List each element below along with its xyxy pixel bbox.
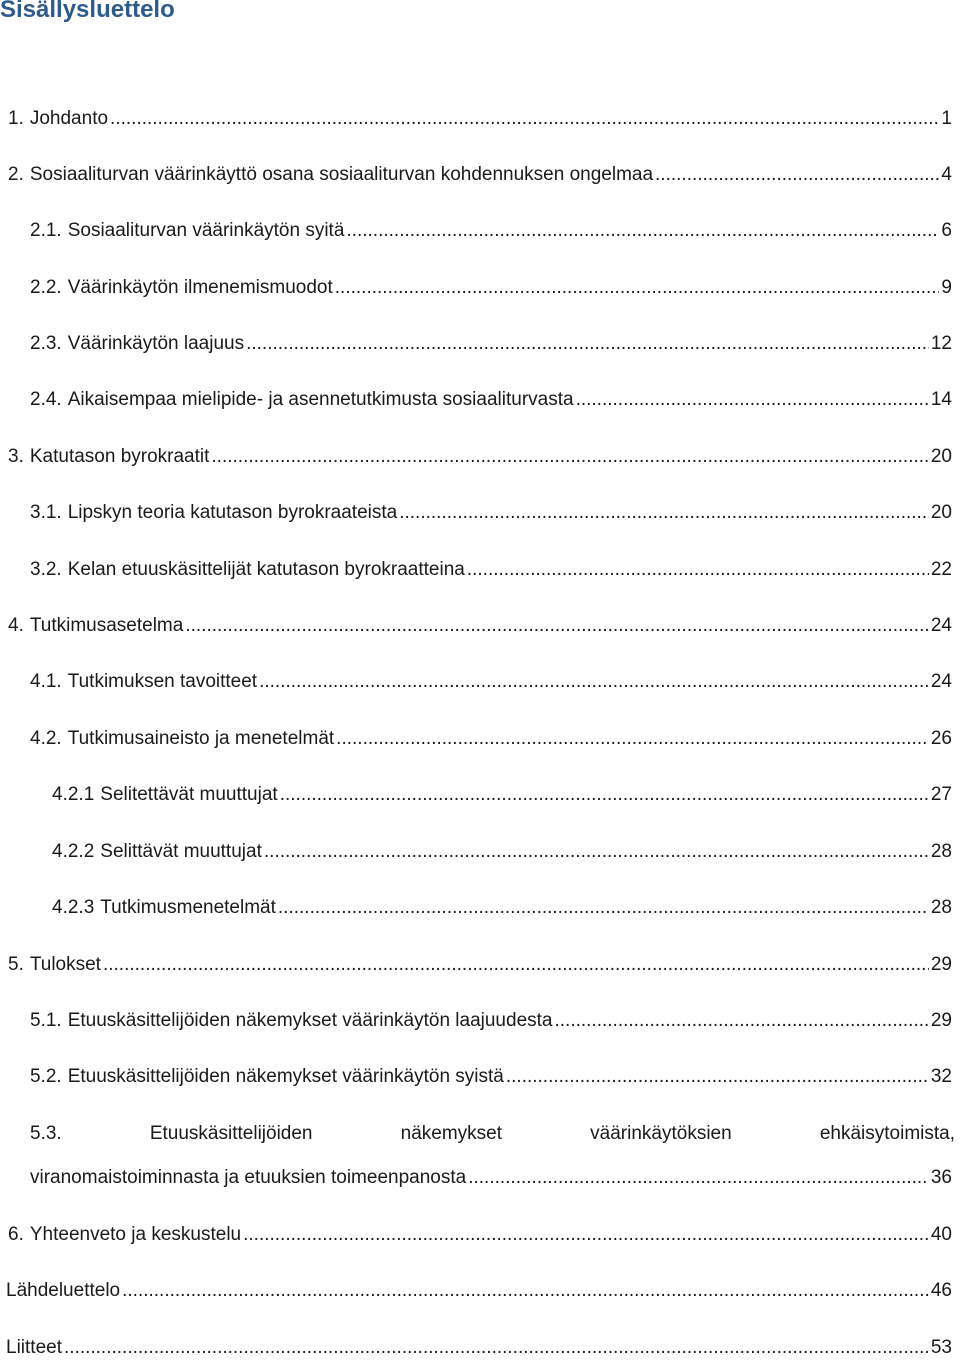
- toc-entry-number: 3.2.: [30, 559, 62, 580]
- page-title: Sisällysluettelo: [0, 0, 175, 23]
- toc-entry-title: Etuuskäsittelijöiden näkemykset väärinkäytön laajuudesta: [67, 1010, 553, 1031]
- toc-entry-number: 5.2.: [30, 1066, 62, 1087]
- toc-entry-number: 4.2.: [30, 728, 62, 749]
- toc-entry-katutason-byrokraatit[interactable]: [8, 445, 952, 469]
- toc-entry-lipskyn-teoria[interactable]: [30, 501, 952, 525]
- toc-entry-title: Liitteet: [6, 1337, 62, 1358]
- dot-leader: [467, 558, 929, 582]
- dot-leader: [103, 953, 929, 977]
- toc-entry-number: 3.1.: [30, 502, 62, 523]
- toc-entry-selittavat[interactable]: [52, 840, 952, 864]
- toc-entry-nakemykset-laajuudesta[interactable]: [30, 1009, 952, 1033]
- toc-entry-page: 29: [930, 1010, 952, 1031]
- toc-entry-page: 22: [930, 559, 952, 580]
- toc-entry-number: 6.: [8, 1224, 24, 1245]
- dot-leader: [243, 1223, 929, 1247]
- toc-entry-page: 29: [930, 954, 952, 975]
- toc-entry-tavoitteet[interactable]: [30, 670, 952, 694]
- toc-entry-page: 27: [930, 784, 952, 805]
- toc-entry-yhteenveto[interactable]: [8, 1223, 952, 1247]
- toc-entry-johdanto[interactable]: [8, 107, 952, 131]
- toc-entry-number: 4.2.3: [52, 897, 95, 918]
- dot-leader: [278, 896, 929, 920]
- dot-leader: [336, 727, 929, 751]
- toc-entry-number: 2.: [8, 164, 24, 185]
- toc-entry-page: 4: [941, 164, 952, 185]
- toc-entry-number: 4.2.1: [52, 784, 95, 805]
- toc-entry-title: Katutason byrokraatit: [29, 446, 210, 467]
- toc-entry-selitettavat[interactable]: [52, 783, 952, 807]
- toc-entry-title: Lähdeluettelo: [6, 1280, 121, 1301]
- toc-entry-page: 9: [941, 277, 952, 298]
- toc-entry-vaarinkayton-syita[interactable]: [30, 219, 952, 243]
- dot-leader: [246, 332, 929, 356]
- toc-entry-word: väärinkäytöksien: [590, 1123, 732, 1144]
- toc-entry-page: 24: [930, 615, 952, 636]
- toc-entry-title: Sosiaaliturvan väärinkäyttö osana sosiaaliturvan kohdennuksen ongelmaa: [29, 164, 654, 185]
- toc-entry-asennetutkimus[interactable]: [30, 388, 952, 412]
- dot-leader: [264, 840, 929, 864]
- toc-entry-lahdeluettelo[interactable]: [6, 1279, 952, 1303]
- toc-entry-title: Tutkimusaineisto ja menetelmät: [67, 728, 335, 749]
- dot-leader: [399, 501, 929, 525]
- toc-entry-page: 12: [930, 333, 952, 354]
- toc-entry-tutkimusasetelma[interactable]: [8, 614, 952, 638]
- dot-leader: [576, 388, 929, 412]
- toc-entry-title: Aikaisempaa mielipide- ja asennetutkimusta sosiaaliturvasta: [67, 389, 574, 410]
- toc-entry-kelan-etuuskasittelijat[interactable]: [30, 558, 952, 582]
- toc-entry-title: Etuuskäsittelijöiden näkemykset väärinkäytön syistä: [67, 1066, 504, 1087]
- toc-entry-number: 5.3.: [30, 1123, 62, 1144]
- toc-entry-laajuus[interactable]: [30, 332, 952, 356]
- toc-entry-liitteet[interactable]: [6, 1336, 952, 1360]
- dot-leader: [335, 276, 940, 300]
- toc-entry-page: 28: [930, 841, 952, 862]
- toc-entry-number: 5.: [8, 954, 24, 975]
- toc-entry-tutkimusmenetelmat[interactable]: [52, 896, 952, 920]
- toc-entry-page: 28: [930, 897, 952, 918]
- dot-leader: [346, 219, 939, 243]
- toc-entry-number: 4.2.2: [52, 841, 95, 862]
- toc-entry-number: 1.: [8, 108, 24, 129]
- toc-entry-number: 2.4.: [30, 389, 62, 410]
- toc-entry-title: Väärinkäytön ilmenemismuodot: [67, 277, 333, 298]
- toc-entry-ehkaisytoimista-line2[interactable]: [30, 1166, 952, 1190]
- toc-entry-tulokset[interactable]: [8, 953, 952, 977]
- dot-leader: [280, 783, 929, 807]
- dot-leader: [468, 1166, 929, 1190]
- toc-entry-ilmenemismuodot[interactable]: [30, 276, 952, 300]
- toc-entry-word: ehkäisytoimista,: [819, 1123, 955, 1144]
- toc-entry-ehkaisytoimista-line1[interactable]: [30, 1122, 955, 1146]
- toc-entry-page: 24: [930, 671, 952, 692]
- toc-entry-number: 2.1.: [30, 220, 62, 241]
- toc-entry-number: 2.3.: [30, 333, 62, 354]
- toc-entry-page: 20: [930, 446, 952, 467]
- toc-entry-page: 6: [941, 220, 952, 241]
- toc-entry-page: 26: [930, 728, 952, 749]
- toc-entry-page: 36: [930, 1167, 952, 1188]
- dot-leader: [110, 107, 939, 131]
- dot-leader: [185, 614, 929, 638]
- toc-entry-sosiaaliturvan-vaarinkaytto[interactable]: [8, 163, 952, 187]
- toc-entry-title: Selitettävät muuttujat: [100, 784, 278, 805]
- toc-entry-title: Tutkimuksen tavoitteet: [67, 671, 258, 692]
- toc-entry-title: viranomaistoiminnasta ja etuuksien toimeenpanosta: [30, 1167, 467, 1188]
- toc-entry-page: 32: [930, 1066, 952, 1087]
- toc-entry-number: 5.1.: [30, 1010, 62, 1031]
- toc-entry-title: Tutkimusmenetelmät: [100, 897, 276, 918]
- toc-entry-page: 46: [930, 1280, 952, 1301]
- toc-entry-page: 20: [930, 502, 952, 523]
- toc-entry-number: 3.: [8, 446, 24, 467]
- toc-entry-word: näkemykset: [400, 1123, 503, 1144]
- toc-entry-title: Yhteenveto ja keskustelu: [29, 1224, 242, 1245]
- toc-entry-word: Etuuskäsittelijöiden: [149, 1123, 313, 1144]
- toc-entry-title: Johdanto: [29, 108, 109, 129]
- toc-entry-title: Tulokset: [29, 954, 101, 975]
- dot-leader: [506, 1065, 929, 1089]
- dot-leader: [259, 670, 929, 694]
- toc-entry-title: Kelan etuuskäsittelijät katutason byrokraatteina: [67, 559, 465, 580]
- toc-entry-title: Väärinkäytön laajuus: [67, 333, 245, 354]
- toc-entry-number: 4.1.: [30, 671, 62, 692]
- toc-entry-title: Lipskyn teoria katutason byrokraateista: [67, 502, 398, 523]
- toc-entry-number: 2.2.: [30, 277, 62, 298]
- dot-leader: [554, 1009, 928, 1033]
- toc-entry-page: 40: [930, 1224, 952, 1245]
- dot-leader: [655, 163, 939, 187]
- toc-entry-title: Sosiaaliturvan väärinkäytön syitä: [67, 220, 345, 241]
- toc-entry-title: Tutkimusasetelma: [29, 615, 184, 636]
- toc-entry-page: 1: [941, 108, 952, 129]
- toc-entry-page: 53: [930, 1337, 952, 1358]
- toc-entry-page: 14: [930, 389, 952, 410]
- dot-leader: [122, 1279, 929, 1303]
- dot-leader: [64, 1336, 929, 1360]
- toc-entry-aineisto-menetelmat[interactable]: [30, 727, 952, 751]
- toc-entry-nakemykset-syista[interactable]: [30, 1065, 952, 1089]
- toc-entry-title: Selittävät muuttujat: [100, 841, 262, 862]
- toc-entry-number: 4.: [8, 615, 24, 636]
- dot-leader: [211, 445, 928, 469]
